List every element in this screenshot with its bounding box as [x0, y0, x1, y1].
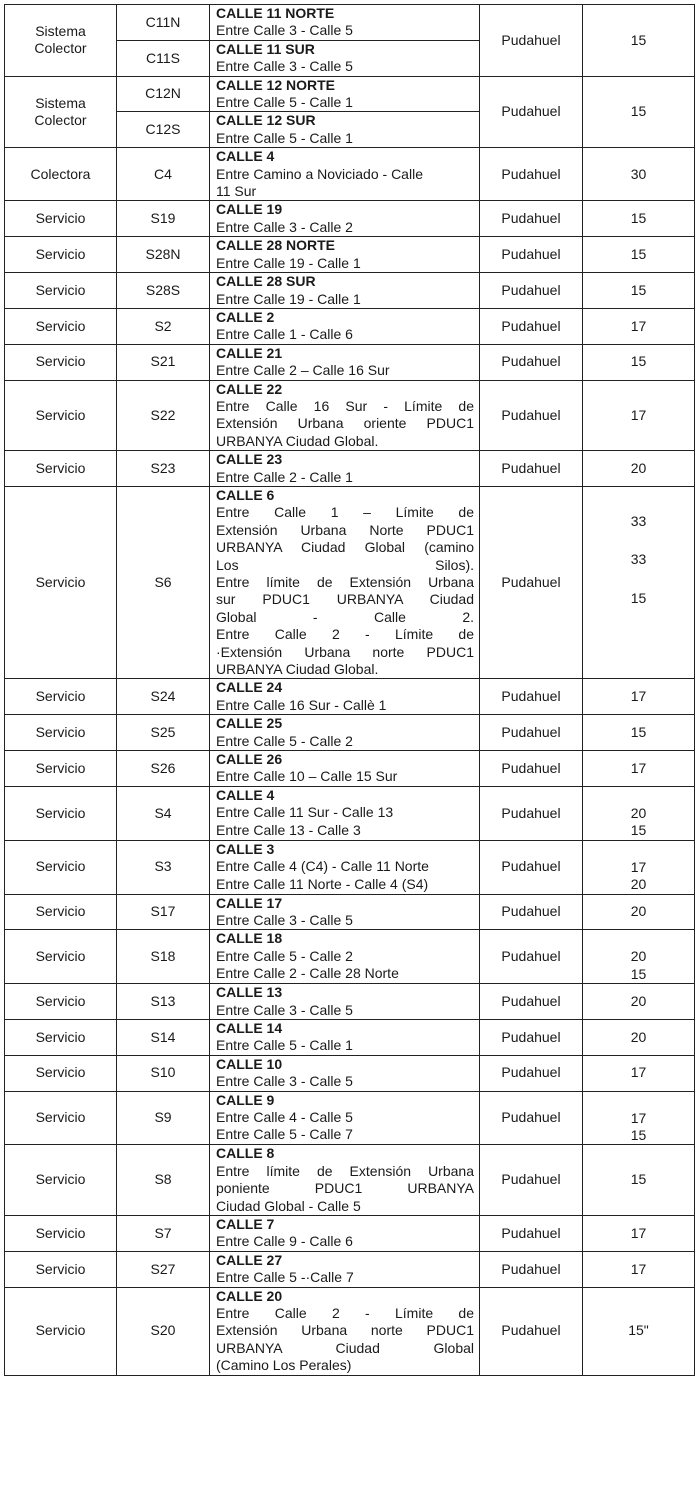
description-cell [210, 112, 480, 148]
table-row [5, 1055, 695, 1091]
road-type-cell: Servicio [5, 840, 117, 894]
table-row [5, 1145, 695, 1216]
street-name: CALLE 9 [216, 1091, 275, 1108]
width-value: 33 [630, 512, 647, 529]
commune-cell: Pudahuel [480, 308, 583, 344]
street-name: CALLE 11 SUR [216, 40, 315, 57]
road-code-cell: S25 [117, 715, 210, 751]
table-row [5, 715, 695, 751]
road-type-cell: Servicio [5, 451, 117, 487]
description-cell [210, 451, 480, 487]
street-name: CALLE 7 [216, 1216, 275, 1232]
commune-cell: Pudahuel [480, 1091, 583, 1145]
width-value: 20 [630, 1028, 647, 1045]
road-code-cell: S28N [117, 237, 210, 273]
segment-line: 11 Sur [216, 183, 257, 200]
width-value: 33 [630, 551, 647, 568]
road-type-cell: Servicio [5, 786, 117, 840]
road-code-cell: S4 [117, 786, 210, 840]
commune-cell: Pudahuel [480, 786, 583, 840]
street-name: CALLE 13 [216, 984, 283, 1001]
road-code-cell: S18 [117, 930, 210, 984]
description-cell [210, 1251, 480, 1287]
width-cell [583, 1055, 695, 1091]
width-cell [583, 1216, 695, 1252]
road-code-cell: S27 [117, 1251, 210, 1287]
commune-cell: Pudahuel [480, 751, 583, 787]
street-name: CALLE 4 [216, 148, 275, 165]
street-name: CALLE 10 [216, 1055, 283, 1072]
width-cell [583, 1287, 695, 1375]
segment-line: Extensión Urbana norte PDUC1 [216, 1322, 474, 1339]
road-code-cell: S21 [117, 344, 210, 380]
street-name: CALLE 14 [216, 1019, 283, 1036]
commune-cell: Pudahuel [480, 201, 583, 237]
road-code-cell: S17 [117, 894, 210, 930]
description-cell [210, 786, 480, 840]
street-name: CALLE 28 NORTE [216, 237, 336, 254]
segment-line: URBANYA Ciudad Global (camino [216, 539, 474, 556]
table-row [5, 201, 695, 237]
width-cell [583, 76, 695, 148]
width-cell [583, 1019, 695, 1055]
segment-line: Entre límite de Extensión Urbana [216, 1162, 474, 1179]
segment-line: URBANYA Ciudad Global. [216, 661, 379, 678]
description-cell [210, 201, 480, 237]
description-cell [210, 930, 480, 984]
width-value: 15 [630, 210, 647, 227]
table-row [5, 380, 695, 451]
table-row [5, 486, 695, 678]
street-name: CALLE 19 [216, 201, 283, 218]
segment-line: Entre Calle 11 Norte - Calle 4 (S4) [216, 875, 429, 892]
width-cell [583, 1251, 695, 1287]
width-cell [583, 5, 695, 77]
table-row [5, 1216, 695, 1252]
street-name: CALLE 6 [216, 486, 275, 503]
table-row [5, 148, 695, 201]
description-cell [210, 679, 480, 715]
segment-line: Entre Calle 3 - Calle 5 [216, 1073, 353, 1090]
table-row [5, 930, 695, 984]
width-value: 15 [630, 589, 647, 606]
width-value: 20 [630, 876, 647, 893]
width-cell [583, 786, 695, 840]
segment-line: Entre Calle 5 - Calle 1 [216, 94, 353, 111]
road-code-cell: S2 [117, 308, 210, 344]
table-row [5, 1091, 695, 1145]
segment-line: Entre Calle 3 - Calle 5 [216, 58, 353, 75]
width-cell [583, 344, 695, 380]
road-code-cell: S13 [117, 984, 210, 1020]
width-cell [583, 201, 695, 237]
width-cell [583, 1091, 695, 1145]
description-cell [210, 237, 480, 273]
road-table [4, 4, 695, 1376]
street-name: CALLE 24 [216, 679, 283, 696]
description-cell [210, 1145, 480, 1216]
street-name: CALLE 25 [216, 715, 283, 732]
segment-line: Entre Calle 2 - Calle 1 [216, 468, 353, 485]
commune-cell: Pudahuel [480, 1216, 583, 1252]
road-type-cell: Servicio [5, 237, 117, 273]
width-cell [583, 486, 695, 678]
road-type-cell: Servicio [5, 930, 117, 984]
road-code-cell: S14 [117, 1019, 210, 1055]
description-cell [210, 1287, 480, 1375]
segment-line: Entre Calle 5 - Calle 1 [216, 1037, 353, 1054]
street-name: CALLE 3 [216, 840, 275, 857]
description-cell [210, 40, 480, 76]
commune-cell: Pudahuel [480, 894, 583, 930]
street-name: CALLE 26 [216, 751, 283, 768]
segment-line: Entre Calle 19 - Calle 1 [216, 290, 361, 307]
width-cell [583, 751, 695, 787]
segment-line: Entre Camino a Noviciado - Calle [216, 165, 423, 182]
road-code-cell: S24 [117, 679, 210, 715]
width-cell [583, 237, 695, 273]
road-type-cell: Servicio [5, 1287, 117, 1375]
commune-cell: Pudahuel [480, 344, 583, 380]
segment-line: Entre Calle 4 - Calle 5 [216, 1108, 353, 1125]
table-row [5, 751, 695, 787]
road-code-cell: C12S [117, 112, 210, 148]
road-type-cell: Sistema Colector [5, 76, 117, 148]
width-value: 20 [630, 948, 647, 965]
width-cell [583, 894, 695, 930]
width-cell [583, 148, 695, 201]
width-cell [583, 380, 695, 451]
width-value: 17 [630, 759, 647, 776]
road-code-cell: S19 [117, 201, 210, 237]
description-cell [210, 273, 480, 309]
segment-line: Entre Calle 10 – Calle 15 Sur [216, 768, 398, 785]
width-value: 15 [630, 1171, 647, 1188]
width-value: 15 [630, 31, 647, 48]
road-type-cell: Servicio [5, 486, 117, 678]
street-name: CALLE 20 [216, 1287, 283, 1304]
street-name: CALLE 11 NORTE [216, 5, 335, 21]
segment-line: Entre Calle 2 - Límite de [216, 1305, 474, 1322]
commune-cell: Pudahuel [480, 451, 583, 487]
commune-cell: Pudahuel [480, 1055, 583, 1091]
street-name: CALLE 27 [216, 1251, 283, 1268]
description-cell [210, 380, 480, 451]
segment-line: URBANYA Ciudad Global [216, 1339, 474, 1356]
description-cell [210, 148, 480, 201]
commune-cell: Pudahuel [480, 1251, 583, 1287]
street-name: CALLE 8 [216, 1145, 275, 1162]
width-value: 15 [630, 822, 647, 839]
width-value: 15 [630, 1126, 647, 1143]
width-value: 17 [630, 1064, 647, 1081]
road-type-cell: Servicio [5, 679, 117, 715]
road-code-cell: C11S [117, 40, 210, 76]
road-code-cell: S23 [117, 451, 210, 487]
road-type-cell: Servicio [5, 1251, 117, 1287]
road-type-cell: Servicio [5, 984, 117, 1020]
street-name: CALLE 18 [216, 930, 283, 947]
street-name: CALLE 28 SUR [216, 273, 316, 290]
road-type-cell: Servicio [5, 308, 117, 344]
road-code-cell: S8 [117, 1145, 210, 1216]
table-row [5, 1251, 695, 1287]
road-code-cell: S10 [117, 1055, 210, 1091]
commune-cell: Pudahuel [480, 237, 583, 273]
width-value: 17 [630, 688, 647, 705]
commune-cell: Pudahuel [480, 5, 583, 77]
width-cell [583, 1145, 695, 1216]
table-row [5, 76, 695, 112]
road-type-cell: Servicio [5, 894, 117, 930]
description-cell [210, 308, 480, 344]
width-cell [583, 451, 695, 487]
road-type-cell: Servicio [5, 1216, 117, 1252]
segment-line: URBANYA Ciudad Global. [216, 432, 379, 449]
width-cell [583, 679, 695, 715]
table-row [5, 1019, 695, 1055]
width-cell [583, 308, 695, 344]
street-name: CALLE 21 [216, 344, 283, 361]
segment-line: Entre Calle 16 Sur - Límite de [216, 397, 474, 414]
road-type-cell: Servicio [5, 344, 117, 380]
road-type-cell: Servicio [5, 201, 117, 237]
description-cell [210, 76, 480, 112]
table-row [5, 451, 695, 487]
segment-line: Entre Calle 9 - Calle 6 [216, 1233, 353, 1250]
road-type-cell: Servicio [5, 751, 117, 787]
segment-line: Entre Calle 16 Sur - Callè 1 [216, 696, 387, 713]
table-row [5, 984, 695, 1020]
segment-line: Entre Calle 2 - Límite de [216, 626, 474, 643]
street-name: CALLE 17 [216, 894, 283, 911]
segment-line: poniente PDUC1 URBANYA [216, 1180, 474, 1197]
road-type-cell: Servicio [5, 1055, 117, 1091]
segment-line: Entre Calle 5 - Calle 2 [216, 732, 353, 749]
width-cell [583, 930, 695, 984]
width-value: 15 [630, 965, 647, 982]
segment-line: ·Extensión Urbana norte PDUC1 [216, 643, 474, 660]
segment-line: Entre Calle 4 (C4) - Calle 11 Norte [216, 858, 429, 875]
segment-line: Entre Calle 5 - Calle 1 [216, 129, 353, 146]
description-cell [210, 5, 480, 41]
road-code-cell: S28S [117, 273, 210, 309]
segment-line: Entre Calle 1 - Calle 6 [216, 326, 353, 343]
description-cell [210, 751, 480, 787]
width-cell [583, 715, 695, 751]
road-code-cell: C12N [117, 76, 210, 112]
commune-cell: Pudahuel [480, 984, 583, 1020]
street-name: CALLE 23 [216, 451, 283, 468]
width-value: 15 [630, 103, 647, 120]
segment-line: Entre Calle 3 - Calle 5 [216, 22, 353, 39]
commune-cell: Pudahuel [480, 1145, 583, 1216]
road-code-cell: S9 [117, 1091, 210, 1145]
segment-line: Global - Calle 2. [216, 608, 474, 625]
width-cell [583, 984, 695, 1020]
table-row [5, 344, 695, 380]
segment-line: Entre Calle 5 -·Calle 7 [216, 1269, 354, 1286]
commune-cell: Pudahuel [480, 840, 583, 894]
table-row [5, 1287, 695, 1375]
road-type-cell: Servicio [5, 1145, 117, 1216]
segment-line: Los Silos). [216, 556, 474, 573]
table-row [5, 308, 695, 344]
segment-line: Entre Calle 5 - Calle 7 [216, 1126, 353, 1143]
description-cell [210, 894, 480, 930]
commune-cell: Pudahuel [480, 380, 583, 451]
table-row [5, 5, 695, 41]
segment-line: Entre Calle 1 – Límite de [216, 504, 474, 521]
table-row [5, 679, 695, 715]
width-cell [583, 840, 695, 894]
road-code-cell: S22 [117, 380, 210, 451]
width-value: 20 [630, 804, 647, 821]
road-code-cell: S6 [117, 486, 210, 678]
description-cell [210, 840, 480, 894]
description-cell [210, 1019, 480, 1055]
width-value: 15 [630, 281, 647, 298]
width-value: 20 [630, 992, 647, 1009]
width-value: 20 [630, 459, 647, 476]
segment-line: Entre Calle 3 - Calle 2 [216, 218, 353, 235]
commune-cell: Pudahuel [480, 930, 583, 984]
width-value: 17 [630, 317, 647, 334]
width-value: 17 [630, 1224, 647, 1241]
width-value: 15 [630, 353, 647, 370]
commune-cell: Pudahuel [480, 679, 583, 715]
width-value: 17 [630, 406, 647, 423]
road-code-cell: S26 [117, 751, 210, 787]
segment-line: Entre Calle 3 - Calle 5 [216, 1001, 353, 1018]
width-value: 17 [630, 858, 647, 875]
street-name: CALLE 12 SUR [216, 112, 316, 129]
commune-cell: Pudahuel [480, 148, 583, 201]
description-cell [210, 715, 480, 751]
segment-line: Entre Calle 3 - Calle 5 [216, 911, 353, 928]
description-cell [210, 344, 480, 380]
street-name: CALLE 12 NORTE [216, 76, 336, 93]
commune-cell: Pudahuel [480, 273, 583, 309]
segment-line: Entre Calle 13 - Calle 3 [216, 821, 361, 838]
street-name: CALLE 4 [216, 786, 275, 803]
commune-cell: Pudahuel [480, 715, 583, 751]
segment-line: Entre Calle 19 - Calle 1 [216, 254, 361, 271]
road-type-cell: Servicio [5, 1091, 117, 1145]
table-row [5, 786, 695, 840]
commune-cell: Pudahuel [480, 76, 583, 148]
commune-cell: Pudahuel [480, 486, 583, 678]
segment-line: Entre Calle 5 - Calle 2 [216, 947, 353, 964]
width-cell [583, 273, 695, 309]
description-cell [210, 1091, 480, 1145]
segment-line: Extensión Urbana Norte PDUC1 [216, 521, 474, 538]
description-cell [210, 486, 480, 678]
segment-line: Entre Calle 2 - Calle 28 Norte [216, 965, 399, 982]
segment-line: Entre límite de Extensión Urbana [216, 574, 474, 590]
table-row [5, 237, 695, 273]
width-value: 17 [630, 1109, 647, 1126]
description-cell [210, 984, 480, 1020]
description-cell [210, 1055, 480, 1091]
width-value: 20 [630, 903, 647, 920]
table-row [5, 840, 695, 894]
table-row [5, 273, 695, 309]
table-row [5, 894, 695, 930]
road-type-cell: Colectora [5, 148, 117, 201]
street-name: CALLE 2 [216, 308, 275, 325]
width-value: 17 [630, 1260, 647, 1277]
description-cell [210, 1216, 480, 1252]
street-name: CALLE 22 [216, 380, 283, 397]
road-code-cell: C4 [117, 148, 210, 201]
road-type-cell: Servicio [5, 380, 117, 451]
commune-cell: Pudahuel [480, 1287, 583, 1375]
road-code-cell: C11N [117, 5, 210, 41]
width-value: 15 [630, 723, 647, 740]
width-value: 15 [630, 245, 647, 262]
commune-cell: Pudahuel [480, 1019, 583, 1055]
segment-line: Entre Calle 11 Sur - Calle 13 [216, 804, 394, 821]
road-code-cell: S7 [117, 1216, 210, 1252]
road-type-cell: Servicio [5, 715, 117, 751]
road-code-cell: S3 [117, 840, 210, 894]
width-value: 30 [630, 165, 647, 182]
road-type-cell: Servicio [5, 273, 117, 309]
road-type-cell: Servicio [5, 1019, 117, 1055]
segment-line: Ciudad Global - Calle 5 [216, 1197, 361, 1214]
segment-line: (Camino Los Perales) [216, 1357, 352, 1374]
segment-line: Entre Calle 2 – Calle 16 Sur [216, 362, 390, 379]
road-code-cell: S20 [117, 1287, 210, 1375]
road-type-cell: Sistema Colector [5, 5, 117, 77]
segment-line: sur PDUC1 URBANYA Ciudad [216, 591, 474, 608]
width-value: 15" [628, 1322, 649, 1339]
segment-line: Extensión Urbana oriente PDUC1 [216, 415, 474, 432]
